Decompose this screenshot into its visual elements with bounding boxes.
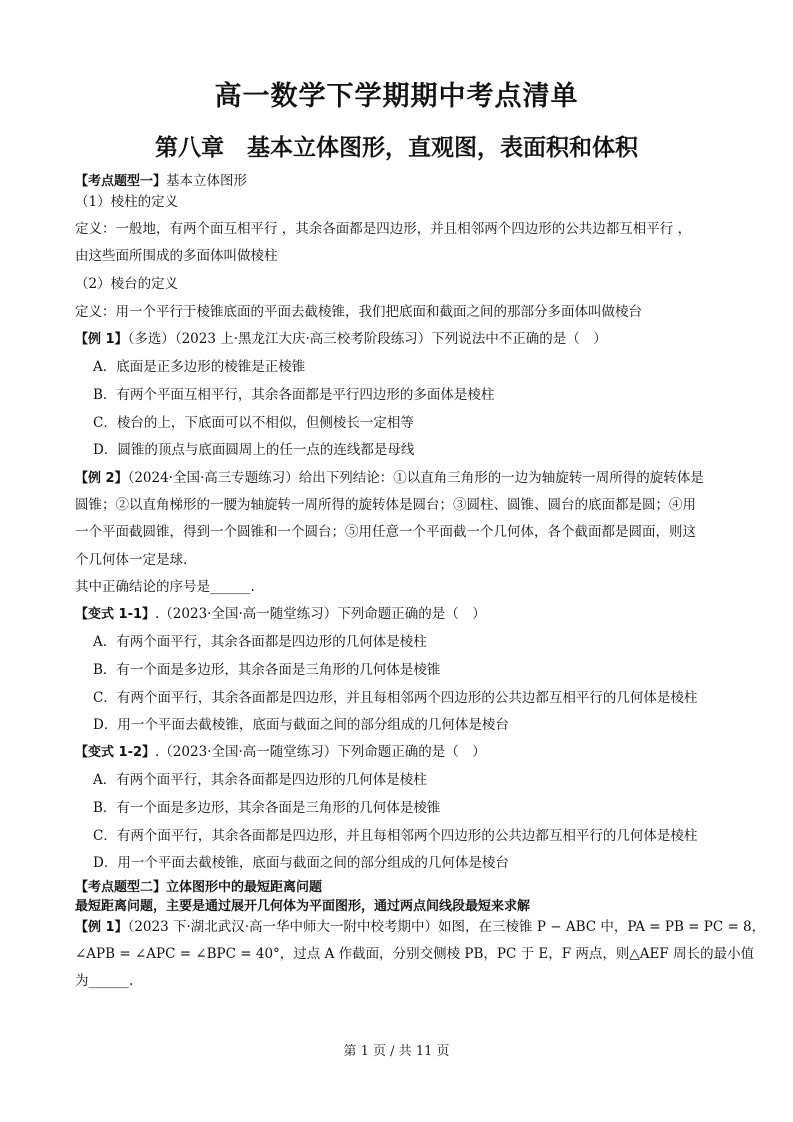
example1-option-c: C．棱台的上，下底面可以不相似，但侧棱长一定相等	[93, 415, 414, 431]
variant1-option-a: A．有两个面平行，其余各面都是四边形的几何体是棱柱	[93, 634, 427, 650]
variant2-tag: 【变式 1-2】	[75, 745, 156, 760]
section2-example1-line2: ∠APB = ∠APC = ∠BPC = 40°，过点 A 作截面，分别交侧棱 PB，PC 于 E，F 两点，则△AEF 周长的最小值	[75, 946, 755, 962]
def1-line2: 由这些面所围成的多面体叫做棱柱	[75, 248, 278, 264]
variant1-tag: 【变式 1-1】	[75, 607, 156, 622]
section2-example1-tag: 【例 1】	[75, 920, 128, 935]
document-title: 高一数学下学期期中考点清单	[214, 81, 579, 112]
example1-text: （多选）（2023 上·黑龙江大庆·高三校考阶段练习）下列说法中不正确的是（ ）	[127, 331, 607, 347]
section2-example1-text: （2023 下·湖北武汉·高一华中师大一附中校考期中）如图，在三棱锥 P − ABC 中，PA = PB = PC = 8，	[127, 919, 766, 935]
chapter-title: 第八章 基本立体图形，直观图，表面积和体积	[155, 134, 638, 161]
variant2-option-c: C．有两个面平行，其余各面都是四边形，并且每相邻两个四边形的公共边都互相平行的几何体是棱柱	[93, 828, 698, 844]
def2-line1: 定义：用一个平行于棱锥底面的平面去截棱锥，我们把底面和截面之间的那部分多面体叫做棱台	[75, 304, 642, 320]
example2-text: （2024·全国·高三专题练习）给出下列结论：①以直角三角形的一边为轴旋转一周所得的旋转体是	[127, 470, 704, 486]
example1-option-b: B．有两个平面互相平行，其余各面都是平行四边形的多面体是棱柱	[93, 387, 495, 403]
variant1-option-b: B．有一个面是多边形，其余各面是三角形的几何体是棱锥	[93, 662, 441, 678]
section1-title: 基本立体图形	[166, 173, 248, 189]
example2-line3: 一个平面截圆锥，得到一个圆锥和一个圆台；⑤用任意一个平面截一个几何体，各个截面都是圆面，则这	[75, 524, 696, 540]
section1-heading	[75, 172, 247, 191]
variant1-text: .（2023·全国·高一随堂练习）下列命题正确的是（ ）	[155, 606, 486, 622]
variant1-question	[75, 605, 486, 624]
section2-example1-line3: 为______.	[75, 973, 134, 989]
variant1-option-c: C．有两个面平行，其余各面都是四边形，并且每相邻两个四边形的公共边都互相平行的几何体是棱柱	[93, 690, 698, 706]
example2-tag: 【例 2】	[75, 471, 128, 486]
variant2-option-d: D．用一个平面去截棱锥，底面与截面之间的部分组成的几何体是棱台	[93, 855, 509, 871]
variant2-question	[75, 743, 486, 762]
section2-heading: 【考点题型二】立体图形中的最短距离问题	[75, 880, 323, 895]
page-footer: 第 1 页 / 共 11 页	[343, 1044, 450, 1059]
variant2-option-b: B．有一个面是多边形，其余各面是三角形的几何体是棱锥	[93, 800, 441, 816]
def2-title: （2）棱台的定义	[75, 276, 179, 292]
variant2-text: .（2023·全国·高一随堂练习）下列命题正确的是（ ）	[155, 744, 486, 760]
variant2-option-a: A．有两个面平行，其余各面都是四边形的几何体是棱柱	[93, 772, 427, 788]
example2-line1	[75, 469, 704, 488]
example1-option-d: D．圆锥的顶点与底面圆周上的任一点的连线都是母线	[93, 442, 415, 458]
def1-title: （1）棱柱的定义	[75, 194, 179, 210]
section2-summary: 最短距离问题，主要是通过展开几何体为平面图形，通过两点间线段最短来求解	[75, 899, 531, 914]
section1-tag: 【考点题型一】	[75, 174, 167, 189]
example2-line2: 圆锥；②以直角梯形的一腰为轴旋转一周所得的旋转体是圆台；③圆柱、圆锥、圆台的底面都是圆；④用	[75, 497, 696, 513]
example2-line4: 个几何体一定是球.	[75, 552, 188, 568]
variant1-option-d: D．用一个平面去截棱锥，底面与截面之间的部分组成的几何体是棱台	[93, 717, 509, 733]
example1-question	[75, 330, 607, 349]
section2-example1-line1	[75, 918, 765, 937]
def1-line1: 定义：一般地，有两个面互相平行 ，其余各面都是四边形，并且相邻两个四边形的公共边都互相平行 ，	[75, 221, 692, 237]
example2-line5: 其中正确结论的序号是______.	[75, 579, 255, 595]
example1-option-a: A．底面是正多边形的棱锥是正棱锥	[93, 359, 306, 375]
example1-tag: 【例 1】	[75, 332, 128, 347]
